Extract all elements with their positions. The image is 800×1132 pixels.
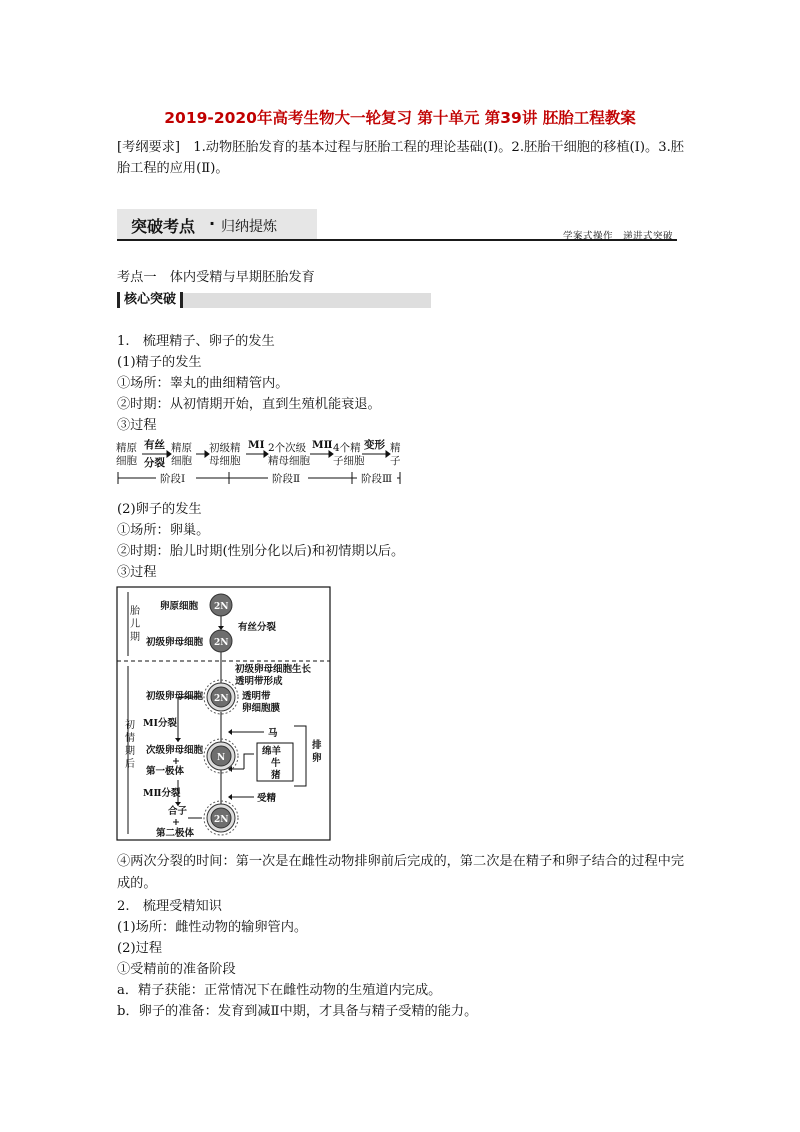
exam-requirements: [考纲要求] 1.动物胚胎发育的基本过程与胚胎工程的理论基础(Ⅰ)。2.胚胎干细胞的移植(Ⅰ)。3.胚胎工程的应用(Ⅱ)。 [117,140,684,176]
mitosis-label-top: 有丝 [144,439,165,451]
puberty-char-2: 情 [125,733,135,744]
transform-label: 变形 [364,439,385,451]
document-title: 2019-2020年高考生物大一轮复习 第十单元 第39讲 胚胎工程教案 [164,109,636,127]
oogonium-cell-label: 2N [214,602,229,612]
second-polar-label: 第二极体 [156,828,195,839]
oogonium-cell [210,594,232,616]
sheep-label: 绵羊 [262,746,282,757]
plus-label-2: + [172,817,180,828]
primary-oocyte-label: 初级卵母细胞 [146,637,204,648]
egg-mitosis-label: 有丝分裂 [238,622,277,633]
egg-place: ①场所：卵巢。 [117,523,210,538]
secondary-spermatocyte-label-1: 2个次级 [268,442,307,454]
spermatogonium-2-label-1: 精原 [171,442,192,454]
banner-separator: · [209,214,216,233]
cow-label: 牛 [271,758,281,769]
fertilization-label: 受精 [257,793,277,804]
banner-main-title: 突破考点 [131,217,196,236]
grown-oocyte-label: 2N [214,694,229,704]
primary-oocyte-label-2: 初级卵母细胞 [146,691,204,702]
primary-oocyte-cell [210,630,232,652]
spermatogonium-label-2: 细胞 [116,455,137,467]
stage2-label: 阶段Ⅱ [272,473,301,485]
sperm-capacitation: a．精子获能：正常情况下在雌性动物的生殖道内完成。 [117,983,442,998]
primary-spermatocyte-label-1: 初级精 [209,442,241,454]
m2-label: MⅡ [312,439,333,451]
fetal-char-1: 胎 [130,606,140,617]
spermatid-label-1: 4个精 [333,442,361,454]
banner-tab [117,209,317,239]
spermatid-label-2: 子细胞 [333,455,365,467]
sperm-time: ②时期：从初情期开始，直到生殖机能衰退。 [117,397,381,412]
section-2-title: 2. 梳理受精知识 [117,899,222,914]
secondary-oocyte-label: 次级卵母细胞 [146,745,204,756]
plus-label-1: + [172,756,180,767]
sperm-place: ①场所：睾丸的曲细精管内。 [117,376,289,391]
primary-spermatocyte-label-2: 母细胞 [209,455,241,467]
puberty-char-3: 期 [125,746,135,757]
fetal-char-3: 期 [130,632,140,643]
spermatogonium-label-1: 精原 [116,442,137,454]
fertilization-process: (2)过程 [117,941,163,956]
topic-heading: 考点一 体内受精与早期胚胎发育 [117,270,315,285]
oogenesis-frame [117,587,330,840]
core-heading-label: 核心突破 [117,292,183,308]
horse-label: 马 [268,728,278,739]
secondary-spermatocyte-label-2: 精母细胞 [268,455,310,467]
membrane-label: 卵细胞膜 [242,703,281,714]
spermatogonium-2-label-2: 细胞 [171,455,192,467]
m1-division-label: MⅠ分裂 [143,718,177,729]
banner-subtitle: 归纳提炼 [221,219,277,235]
egg-time: ②时期：胎儿时期(性别分化以后)和初情期以后。 [117,544,405,559]
growth-label-2: 透明带形成 [235,676,283,687]
first-polar-label: 第一极体 [146,766,185,777]
stage3-label: 阶段Ⅲ [361,473,393,485]
spermatogenesis-diagram [116,436,406,488]
section-1-title: 1. 梳理精子、卵子的发生 [117,334,275,349]
sperm-label-2: 子 [390,455,401,467]
stage1-label: 阶段Ⅰ [160,473,186,485]
puberty-char-1: 初 [125,720,135,731]
pig-label: 猪 [271,770,281,781]
preparation-stage: ①受精前的准备阶段 [117,962,236,977]
fertilization-place: (1)场所：雌性动物的输卵管内。 [117,920,308,935]
section-banner [117,209,677,241]
mitosis-label-bottom: 分裂 [144,457,165,469]
zygote-label: 合子 [168,806,188,817]
m2-division-label: MⅡ分裂 [143,788,181,799]
sperm-title: (1)精子的发生 [117,355,202,370]
primary-oocyte-cell-label: 2N [214,638,229,648]
division-time: ④两次分裂的时间：第一次是在雌性动物排卵前后完成的，第二次是在精子和卵子结合的过程中完成的。 [117,854,685,891]
fetal-char-2: 儿 [130,619,140,630]
growth-label-1: 初级卵母细胞生长 [235,664,312,675]
m1-label: MⅠ [248,439,265,451]
sperm-process: ③过程 [117,418,157,433]
secondary-oocyte-cell-label: N [217,753,226,763]
egg-process: ③过程 [117,565,157,580]
banner-tagline: 学案式操作 递进式突破 [562,231,673,242]
oogenesis-diagram [116,586,332,842]
zygote-cell-label: 2N [214,815,229,825]
egg-title: (2)卵子的发生 [117,502,202,517]
ovulation-char-2: 卵 [312,753,322,764]
ovulation-char-1: 排 [312,740,322,751]
egg-preparation: b．卵子的准备：发育到减Ⅱ中期，才具备与精子受精的能力。 [117,1004,478,1019]
puberty-char-4: 后 [125,759,135,770]
oogonium-label: 卵原细胞 [160,601,199,612]
zona-label: 透明带 [242,691,271,702]
sperm-label-1: 精 [390,442,401,454]
core-heading [117,292,431,309]
